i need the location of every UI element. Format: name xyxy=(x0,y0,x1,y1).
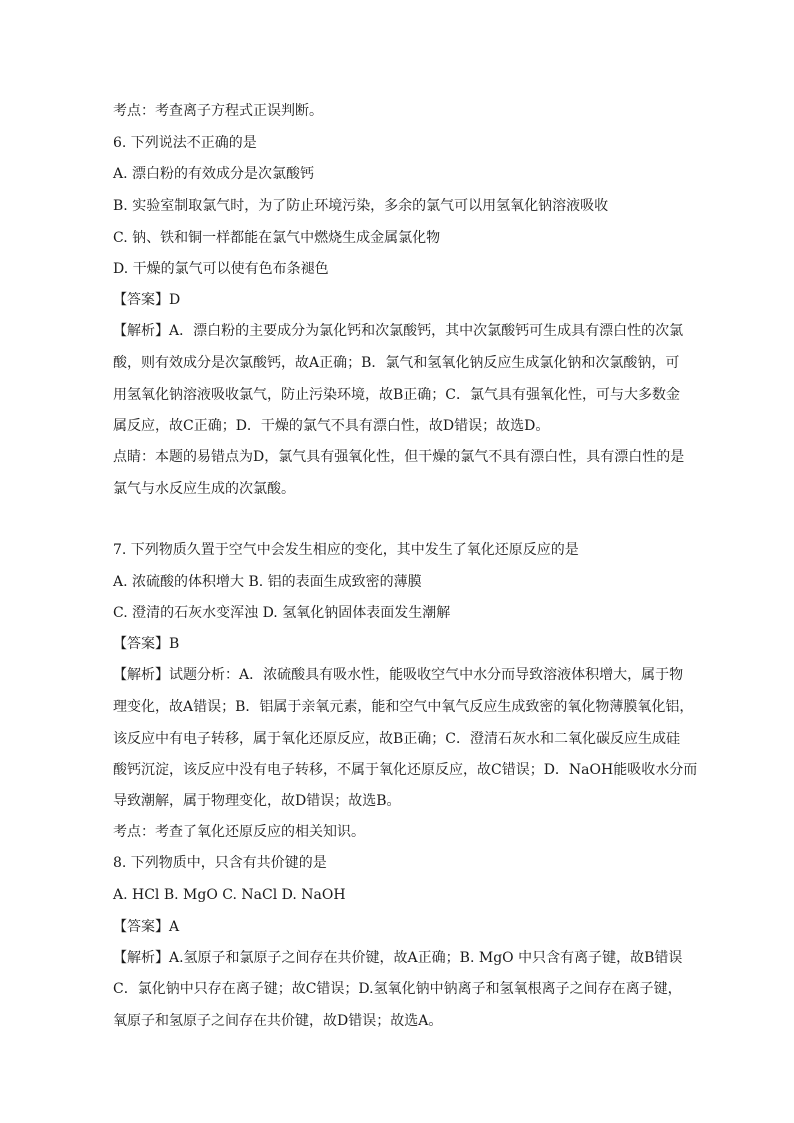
q7-analysis-line: 【解析】试题分析：A．浓硫酸具有吸水性，能吸收空气中水分而导致溶液体积增大，属于物 xyxy=(113,667,684,683)
q7-analysis-line: 导致潮解，属于物理变化，故D错误；故选B。 xyxy=(113,793,401,809)
q8-answer: 【答案】A xyxy=(113,919,180,935)
q8-analysis-line: 氧原子和氢原子之间存在共价键，故D错误；故选A。 xyxy=(113,1013,443,1029)
q6-analysis-line: 酸，则有效成分是次氯酸钙，故A正确；B．氯气和氢氧化钠反应生成氯化钠和次氯酸钠，可 xyxy=(113,355,680,371)
q8-analysis-line: 【解析】A.氢原子和氯原子之间存在共价键，故A正确；B. MgO 中只含有离子键，故B错误 xyxy=(113,950,683,966)
q7-kaodian: 考点：考查了氧化还原反应的相关知识。 xyxy=(113,824,365,840)
q7-analysis-line: 酸钙沉淀，该反应中没有电子转移，不属于氧化还原反应，故C错误；D．NaOH能吸收水分而 xyxy=(113,762,698,778)
q6-analysis-line: 【解析】A．漂白粉的主要成分为氯化钙和次氯酸钙，其中次氯酸钙可生成具有漂白性的次氯 xyxy=(113,323,684,339)
q8-options-row: A. HCl B. MgO C. NaCl D. NaOH xyxy=(113,887,346,903)
q7-options-row-2: C. 澄清的石灰水变浑浊 D. 氢氧化钠固体表面发生潮解 xyxy=(113,605,451,621)
q7-stem: 7. 下列物质久置于空气中会发生相应的变化，其中发生了氧化还原反应的是 xyxy=(113,542,579,558)
q7-analysis-line: 理变化，故A错误；B．铝属于亲氧元素，能和空气中氧气反应生成致密的氧化物薄膜氧化铝， xyxy=(113,699,694,715)
q6-answer: 【答案】D xyxy=(113,292,181,308)
q8-stem: 8. 下列物质中，只含有共价键的是 xyxy=(113,855,327,871)
q6-option-d: D. 干燥的氯气可以使有色布条褪色 xyxy=(113,261,329,277)
q6-dianjing-line: 氯气与水反应生成的次氯酸。 xyxy=(113,481,295,497)
q7-answer: 【答案】B xyxy=(113,636,180,652)
q6-analysis-line: 用氢氧化钠溶液吸收氯气，防止污染环境，故B正确；C．氯气具有强氧化性，可与大多数金 xyxy=(113,387,680,403)
kaodian-prev: 考点：考查离子方程式正误判断。 xyxy=(113,103,323,119)
q6-dianjing-line: 点睛：本题的易错点为D，氯气具有强氧化性，但干燥的氯气不具有漂白性，具有漂白性的是 xyxy=(113,449,685,465)
q6-option-a: A. 漂白粉的有效成分是次氯酸钙 xyxy=(113,166,315,182)
q6-analysis-line: 属反应，故C正确；D．干燥的氯气不具有漂白性，故D错误；故选D。 xyxy=(113,418,550,434)
q6-option-c: C. 钠、铁和铜一样都能在氯气中燃烧生成金属氯化物 xyxy=(113,230,441,246)
q7-analysis-line: 该反应中有电子转移，属于氧化还原反应，故B正确；C．澄清石灰水和二氧化碳反应生成硅 xyxy=(113,731,680,747)
q8-analysis-line: C．氯化钠中只存在离子键；故C错误；D.氢氧化钠中钠离子和氢氧根离子之间存在离子键， xyxy=(113,981,682,997)
q7-options-row-1: A. 浓硫酸的体积增大 B. 铝的表面生成致密的薄膜 xyxy=(113,574,422,590)
q6-option-b: B. 实验室制取氯气时，为了防止环境污染，多余的氯气可以用氢氧化钠溶液吸收 xyxy=(113,198,609,214)
q6-stem: 6. 下列说法不正确的是 xyxy=(113,135,257,151)
